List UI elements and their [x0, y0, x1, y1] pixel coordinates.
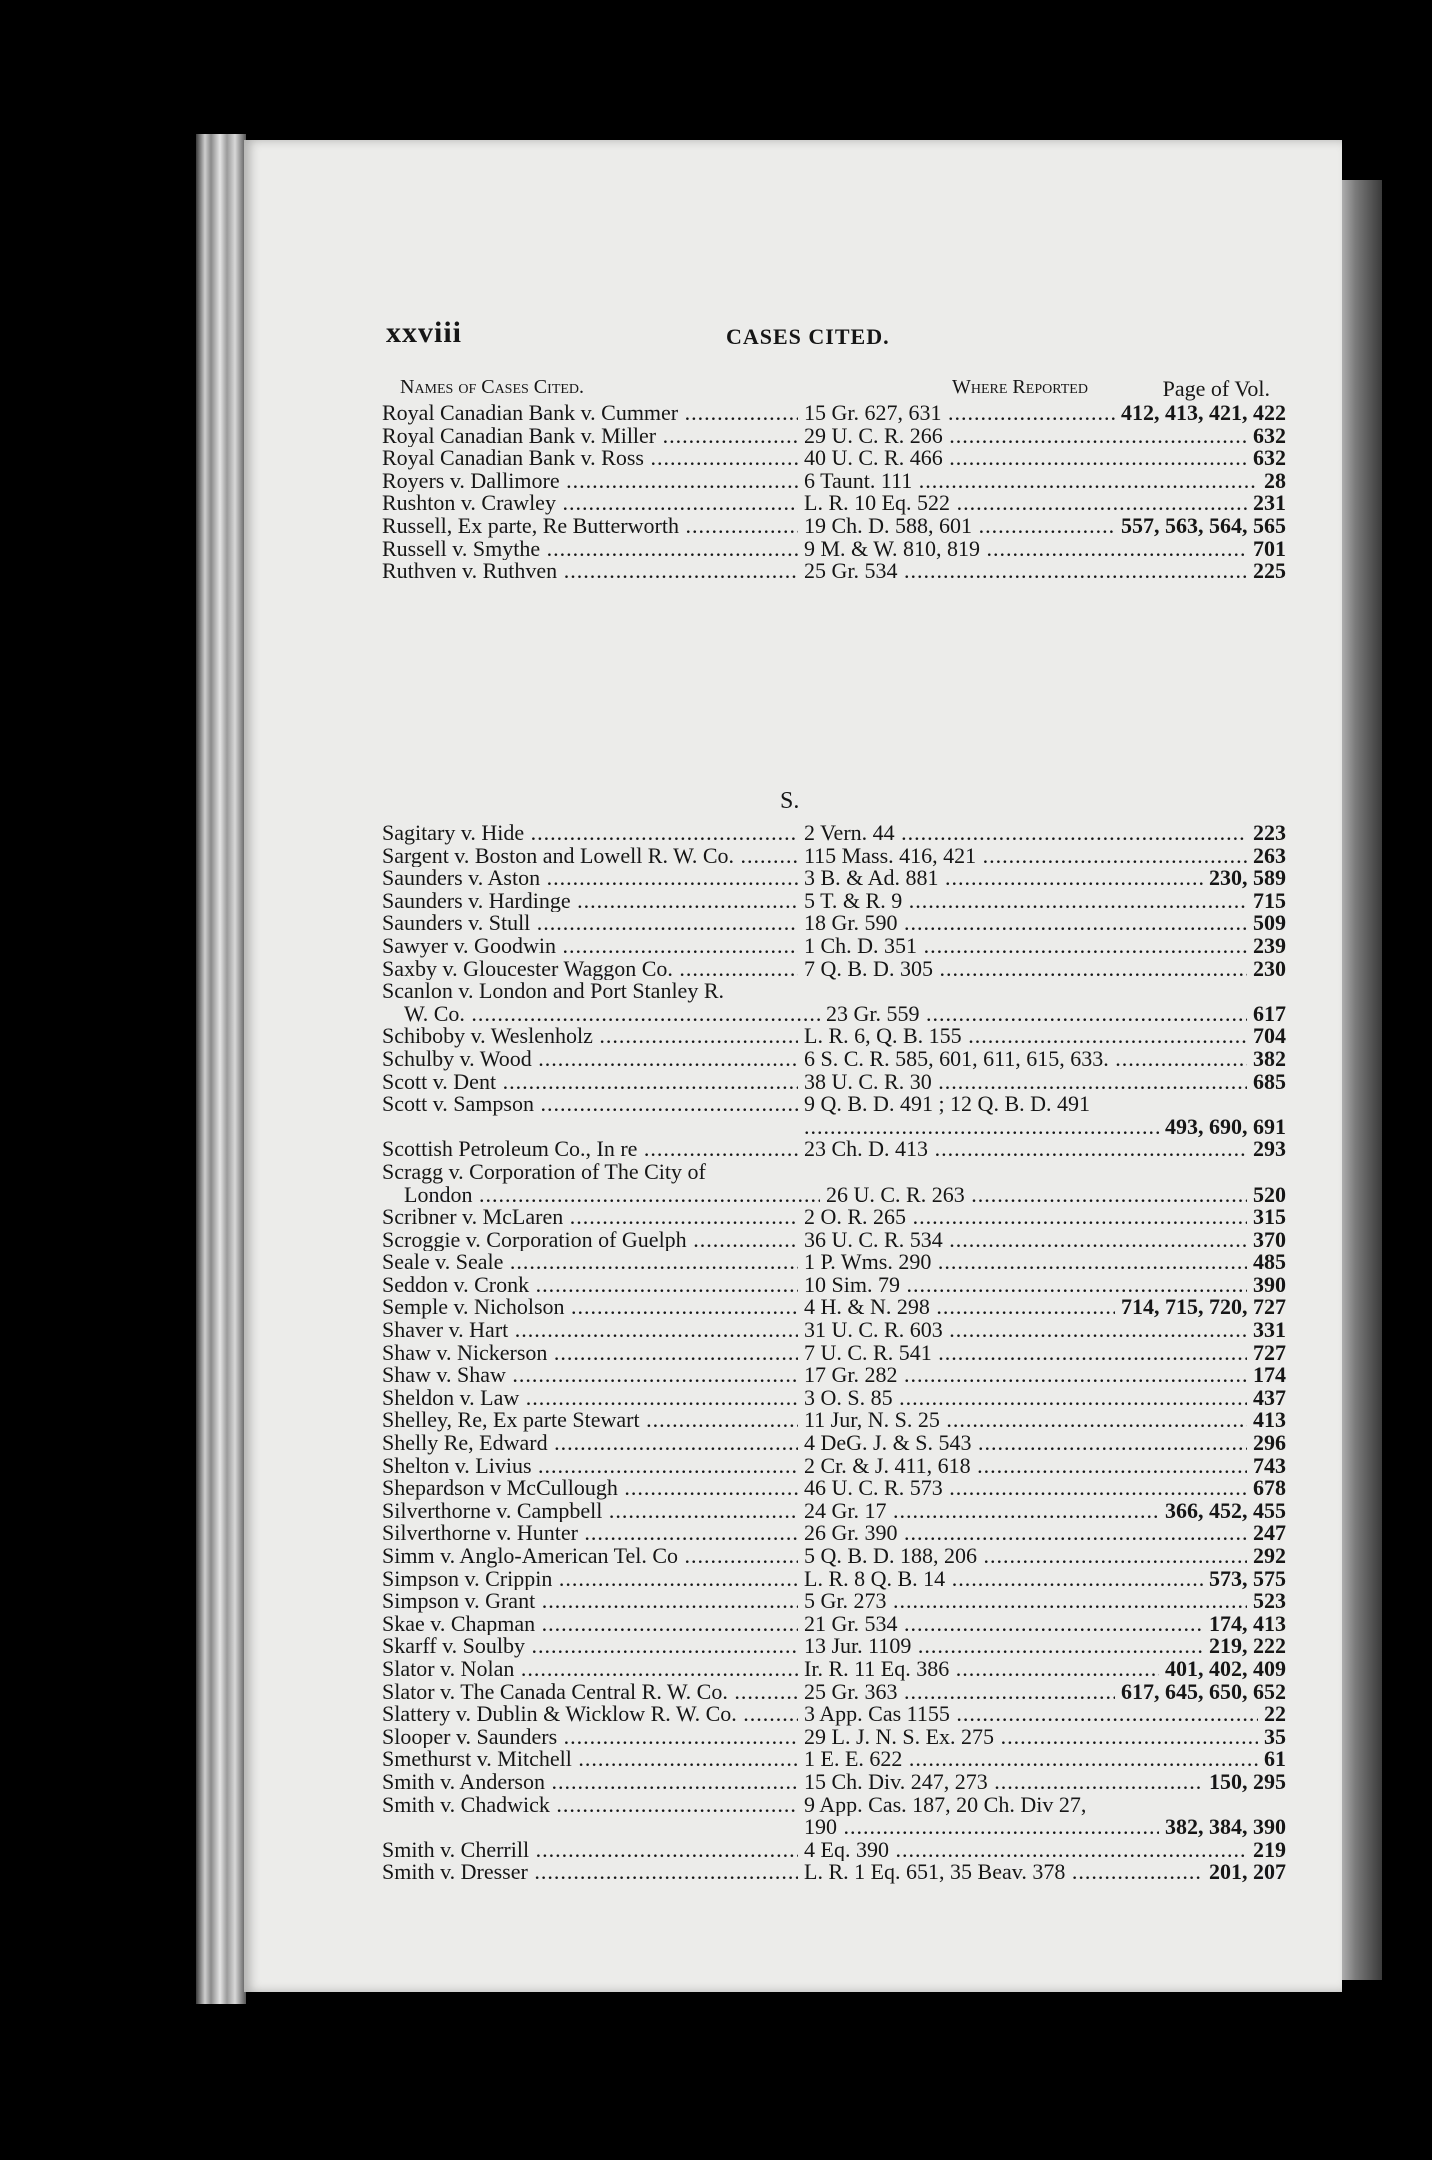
- case-name: Skae v. Chapman .....: [382, 1613, 798, 1636]
- case-name: Scottish Petroleum Co., In re .....: [382, 1138, 798, 1161]
- case-entry: [382, 842, 1286, 868]
- case-citation: 6 S. C. R. 585, 601, 611, 615, 633. .....: [798, 1048, 1247, 1071]
- case-pages: 150, 295: [1209, 1768, 1286, 1794]
- case-pages: 401, 402, 409: [1165, 1655, 1286, 1681]
- case-citation: 190 .....: [798, 1816, 1159, 1839]
- case-name: Silverthorne v. Campbell .....: [382, 1500, 798, 1523]
- case-citation: 38 U. C. R. 30 .....: [798, 1071, 1247, 1094]
- section-letter-s: S.: [780, 788, 800, 814]
- case-name: Sawyer v. Goodwin .....: [382, 935, 798, 958]
- case-name: Sargent v. Boston and Lowell R. W. Co. .....: [382, 845, 798, 868]
- case-citation: 29 L. J. N. S. Ex. 275 .....: [798, 1726, 1258, 1749]
- case-entry: [382, 955, 1286, 981]
- book-page: [244, 140, 1342, 1992]
- case-entry: [382, 512, 1286, 538]
- case-pages: 632: [1253, 445, 1286, 471]
- case-name: Silverthorne v. Hunter .....: [382, 1522, 798, 1545]
- case-pages: 715: [1253, 887, 1286, 913]
- case-name: Scragg v. Corporation of The City of: [382, 1160, 706, 1184]
- case-entry: [382, 1432, 1286, 1455]
- case-citation: L. R. 1 Eq. 651, 35 Beav. 378 .....: [798, 1861, 1203, 1884]
- case-pages: 292: [1253, 1543, 1286, 1568]
- case-name: Semple v. Nicholson .....: [382, 1296, 798, 1319]
- case-pages: 239: [1253, 932, 1286, 958]
- case-citation: 2 Vern. 44 .....: [798, 822, 1247, 845]
- case-entry: [382, 1590, 1286, 1613]
- case-citation: L. R. 6, Q. B. 155 .....: [798, 1025, 1247, 1048]
- case-entry: [382, 1251, 1286, 1274]
- case-name: Royal Canadian Bank v. Miller .....: [382, 425, 798, 448]
- case-name: Scott v. Dent .....: [382, 1071, 798, 1094]
- case-entry: [382, 1409, 1286, 1432]
- case-citation: 15 Gr. 627, 631 .....: [798, 402, 1115, 425]
- case-citation: 6 Taunt. 111 .....: [798, 470, 1258, 493]
- case-entry: [382, 1816, 1286, 1839]
- case-entry: [382, 1635, 1286, 1658]
- case-entry: [382, 1545, 1286, 1568]
- case-name: Schulby v. Wood .....: [382, 1048, 798, 1071]
- case-citation: 2 Cr. & J. 411, 618 .....: [798, 1455, 1247, 1478]
- case-name: Simpson v. Grant .....: [382, 1590, 798, 1613]
- case-pages: 370: [1253, 1226, 1286, 1252]
- case-name: Royers v. Dallimore .....: [382, 470, 798, 493]
- case-citation: 3 B. & Ad. 881 .....: [798, 867, 1203, 890]
- case-pages: 231: [1253, 490, 1286, 516]
- case-citation: 21 Gr. 534 .....: [798, 1613, 1203, 1636]
- running-title: CASES CITED.: [726, 324, 890, 349]
- case-citation: 9 M. & W. 810, 819 .....: [798, 538, 1247, 561]
- case-name: Scroggie v. Corporation of Guelph .....: [382, 1229, 798, 1252]
- case-entry: [382, 912, 1286, 935]
- case-name: Saunders v. Hardinge .....: [382, 890, 798, 913]
- case-pages: 219, 222: [1209, 1633, 1286, 1659]
- case-citation: 24 Gr. 17 .....: [798, 1500, 1159, 1523]
- case-citation: 9 App. Cas. 187, 20 Ch. Div 27,: [804, 1793, 1087, 1817]
- case-entry: [382, 980, 1286, 1003]
- case-pages: 617: [1253, 1000, 1286, 1026]
- case-entry: [382, 1497, 1286, 1523]
- case-entry: [382, 535, 1286, 561]
- case-pages: 293: [1253, 1136, 1286, 1162]
- case-pages: 743: [1253, 1452, 1286, 1478]
- case-pages: 413: [1253, 1407, 1286, 1433]
- case-citation: 7 Q. B. D. 305 .....: [798, 958, 1247, 981]
- column-header-page: Page of Vol.: [1162, 376, 1270, 401]
- case-citation: L. R. 8 Q. B. 14 .....: [798, 1568, 1203, 1591]
- case-entry: [382, 1025, 1286, 1048]
- case-citation: 23 Gr. 559 .....: [820, 1003, 1247, 1026]
- case-pages: 382, 384, 390: [1165, 1814, 1286, 1840]
- case-pages: 704: [1253, 1023, 1286, 1049]
- case-entry: [382, 1068, 1286, 1094]
- case-citation: L. R. 10 Eq. 522 .....: [798, 492, 1247, 515]
- case-entry: [382, 1477, 1286, 1500]
- case-pages: 714, 715, 720, 727: [1121, 1294, 1286, 1320]
- case-name: Smith v. Dresser .....: [382, 1861, 798, 1884]
- case-name: Schiboby v. Weslenholz .....: [382, 1025, 798, 1048]
- case-entry: [382, 560, 1286, 583]
- case-citation: 4 DeG. J. & S. 543 .....: [798, 1432, 1247, 1455]
- column-header-where: Where Reported: [952, 376, 1088, 398]
- case-entry: [382, 887, 1286, 913]
- case-entry: [382, 1206, 1286, 1229]
- case-entry: [382, 822, 1286, 845]
- case-name: Shepardson v McCullough .....: [382, 1477, 798, 1500]
- case-entry: [382, 1113, 1286, 1139]
- case-pages: 315: [1253, 1204, 1286, 1230]
- page-number: xxviii: [386, 316, 463, 349]
- case-entry: [382, 1161, 1286, 1184]
- case-citation: 1 E. E. 622 .....: [798, 1748, 1258, 1771]
- case-pages: 412, 413, 421, 422: [1121, 400, 1286, 425]
- case-name: Saxby v. Gloucester Waggon Co. .....: [382, 958, 798, 981]
- case-name: Shaver v. Hart .....: [382, 1319, 798, 1342]
- case-name: Seddon v. Cronk .....: [382, 1274, 798, 1297]
- case-entry: [382, 1181, 1286, 1207]
- column-header-names: Names of Cases Cited.: [400, 376, 585, 398]
- case-name: Smith v. Anderson .....: [382, 1771, 798, 1794]
- case-name: Shaw v. Nickerson .....: [382, 1342, 798, 1365]
- case-name: Royal Canadian Bank v. Cummer .....: [382, 402, 798, 425]
- case-name: Simpson v. Crippin .....: [382, 1568, 798, 1591]
- case-pages: 685: [1253, 1068, 1286, 1094]
- case-pages: 390: [1253, 1271, 1286, 1297]
- case-pages: 230, 589: [1209, 865, 1286, 891]
- case-pages: 201, 207: [1209, 1859, 1286, 1885]
- book-page-edge: [1338, 180, 1382, 1980]
- case-citation: 5 Gr. 273 .....: [798, 1590, 1247, 1613]
- case-name: Royal Canadian Bank v. Ross .....: [382, 447, 798, 470]
- case-name: Shaw v. Shaw .....: [382, 1364, 798, 1387]
- case-pages: 331: [1253, 1317, 1286, 1343]
- case-entry: [382, 1452, 1286, 1478]
- case-entry: [382, 1384, 1286, 1410]
- case-pages: 509: [1253, 910, 1286, 936]
- case-entry: [382, 1703, 1286, 1726]
- cases-list-r: [382, 402, 1286, 583]
- case-citation: 7 U. C. R. 541 .....: [798, 1342, 1247, 1365]
- case-entry: [382, 1678, 1286, 1704]
- case-pages: 520: [1253, 1181, 1286, 1207]
- case-name: Shelley, Re, Ex parte Stewart .....: [382, 1409, 798, 1432]
- case-entry: [382, 932, 1286, 958]
- case-citation: 25 Gr. 363 .....: [798, 1681, 1115, 1704]
- case-name: Scott v. Sampson .....: [382, 1093, 798, 1116]
- case-citation: 15 Ch. Div. 247, 273 .....: [798, 1771, 1203, 1794]
- case-entry: [382, 1000, 1286, 1026]
- case-entry: [382, 1045, 1286, 1071]
- case-name: Slattery v. Dublin & Wicklow R. W. Co. .....: [382, 1703, 798, 1726]
- case-name: Ruthven v. Ruthven .....: [382, 560, 798, 583]
- case-name: Rushton v. Crawley .....: [382, 492, 798, 515]
- case-citation: 4 H. & N. 298 .....: [798, 1296, 1115, 1319]
- case-citation: 19 Ch. D. 588, 601 .....: [798, 515, 1115, 538]
- case-name: Russell, Ex parte, Re Butterworth .....: [382, 515, 798, 538]
- case-name: Sagitary v. Hide .....: [382, 822, 798, 845]
- case-entry: [382, 1655, 1286, 1681]
- case-pages: 382: [1253, 1045, 1286, 1071]
- case-entry: [382, 1861, 1286, 1884]
- case-entry: [382, 1610, 1286, 1636]
- case-name: Scribner v. McLaren .....: [382, 1206, 798, 1229]
- case-citation: 26 Gr. 390 .....: [798, 1522, 1247, 1545]
- case-pages: 523: [1253, 1588, 1286, 1614]
- case-pages: 219: [1253, 1836, 1286, 1862]
- case-pages: 247: [1253, 1520, 1286, 1546]
- case-entry: [382, 447, 1286, 470]
- case-name: W. Co. .....: [382, 1003, 820, 1026]
- case-name: Seale v. Seale .....: [382, 1251, 798, 1274]
- case-entry: [382, 1522, 1286, 1545]
- case-name: Simm v. Anglo-American Tel. Co .....: [382, 1545, 798, 1568]
- case-pages: 61: [1264, 1746, 1286, 1772]
- case-entry: [382, 492, 1286, 515]
- case-citation: 31 U. C. R. 603 .....: [798, 1319, 1247, 1342]
- case-pages: 225: [1253, 558, 1286, 584]
- case-entry: [382, 422, 1286, 448]
- case-citation: 25 Gr. 534 .....: [798, 560, 1247, 583]
- case-citation: 1 Ch. D. 351 .....: [798, 935, 1247, 958]
- case-pages: 557, 563, 564, 565: [1121, 512, 1286, 538]
- case-pages: 617, 645, 650, 652: [1121, 1678, 1286, 1704]
- case-pages: 678: [1253, 1475, 1286, 1501]
- case-citation: 5 T. & R. 9 .....: [798, 890, 1247, 913]
- case-citation: 23 Ch. D. 413 .....: [798, 1138, 1247, 1161]
- case-pages: 35: [1264, 1723, 1286, 1749]
- case-name: Shelton v. Livius .....: [382, 1455, 798, 1478]
- case-citation: 18 Gr. 590 .....: [798, 912, 1247, 935]
- case-name: Slooper v. Saunders .....: [382, 1726, 798, 1749]
- case-name: Saunders v. Stull .....: [382, 912, 798, 935]
- case-entry: [382, 1339, 1286, 1365]
- case-name: Shelly Re, Edward .....: [382, 1432, 798, 1455]
- case-name: Smith v. Cherrill .....: [382, 1839, 798, 1862]
- case-citation: 3 O. S. 85 .....: [798, 1387, 1247, 1410]
- case-pages: 263: [1253, 842, 1286, 868]
- case-pages: 28: [1264, 467, 1286, 493]
- case-entry: [382, 1138, 1286, 1161]
- case-citation: 2 O. R. 265 .....: [798, 1206, 1247, 1229]
- case-citation: 10 Sim. 79 .....: [798, 1274, 1247, 1297]
- case-entry: [382, 402, 1286, 425]
- case-citation: Ir. R. 11 Eq. 386 .....: [798, 1658, 1159, 1681]
- case-name: Russell v. Smythe .....: [382, 538, 798, 561]
- case-entry: [382, 1794, 1286, 1817]
- cases-list-s: [382, 822, 1286, 1884]
- case-name: Slator v. Nolan .....: [382, 1658, 798, 1681]
- case-entry: [382, 1565, 1286, 1591]
- case-citation: 5 Q. B. D. 188, 206 .....: [798, 1545, 1247, 1568]
- case-citation: 40 U. C. R. 466 .....: [798, 447, 1247, 470]
- case-pages: 230: [1253, 955, 1286, 981]
- case-pages: 296: [1253, 1430, 1286, 1456]
- case-citation: 17 Gr. 282 .....: [798, 1364, 1247, 1387]
- case-entry: [382, 1093, 1286, 1116]
- case-citation: [798, 1116, 1159, 1139]
- case-name: Skarff v. Soulby .....: [382, 1635, 798, 1658]
- case-entry: [382, 1319, 1286, 1342]
- case-pages: 437: [1253, 1384, 1286, 1410]
- case-name: Smith v. Chadwick .....: [382, 1794, 798, 1817]
- case-name: London .....: [382, 1184, 820, 1207]
- case-entry: [382, 1836, 1286, 1862]
- case-citation: 11 Jur, N. S. 25 .....: [798, 1409, 1247, 1432]
- case-entry: [382, 1748, 1286, 1771]
- case-pages: 573, 575: [1209, 1565, 1286, 1591]
- case-citation: 1 P. Wms. 290 .....: [798, 1251, 1247, 1274]
- case-citation: 13 Jur. 1109 .....: [798, 1635, 1203, 1658]
- case-pages: 22: [1264, 1701, 1286, 1727]
- case-pages: 701: [1253, 535, 1286, 561]
- case-pages: 632: [1253, 422, 1286, 448]
- case-citation: 26 U. C. R. 263 .....: [820, 1184, 1247, 1207]
- case-pages: 174, 413: [1209, 1610, 1286, 1636]
- case-entry: [382, 467, 1286, 493]
- case-name: Slator v. The Canada Central R. W. Co. .....: [382, 1681, 798, 1704]
- case-entry: [382, 867, 1286, 890]
- case-name: Sheldon v. Law .....: [382, 1387, 798, 1410]
- case-citation: 115 Mass. 416, 421 .....: [798, 845, 1247, 868]
- case-name: Scanlon v. London and Port Stanley R.: [382, 980, 724, 1003]
- case-pages: 727: [1253, 1339, 1286, 1365]
- case-citation: 46 U. C. R. 573 .....: [798, 1477, 1247, 1500]
- case-pages: 366, 452, 455: [1165, 1497, 1286, 1523]
- case-entry: [382, 1226, 1286, 1252]
- case-citation: 36 U. C. R. 534 .....: [798, 1229, 1247, 1252]
- case-name: Smethurst v. Mitchell .....: [382, 1748, 798, 1771]
- case-citation: 29 U. C. R. 266 .....: [798, 425, 1247, 448]
- case-pages: 174: [1253, 1362, 1286, 1388]
- case-pages: 493, 690, 691: [1165, 1113, 1286, 1139]
- case-entry: [382, 1723, 1286, 1749]
- case-pages: 223: [1253, 820, 1286, 845]
- case-citation: 4 Eq. 390 .....: [798, 1839, 1247, 1862]
- case-name: Saunders v. Aston .....: [382, 867, 798, 890]
- case-entry: [382, 1271, 1286, 1297]
- case-pages: 485: [1253, 1249, 1286, 1275]
- case-entry: [382, 1296, 1286, 1319]
- book-spine: [196, 134, 246, 2004]
- case-citation: 3 App. Cas 1155 .....: [798, 1703, 1258, 1726]
- case-citation: 9 Q. B. D. 491 ; 12 Q. B. D. 491: [804, 1093, 1091, 1116]
- case-entry: [382, 1364, 1286, 1387]
- case-entry: [382, 1768, 1286, 1794]
